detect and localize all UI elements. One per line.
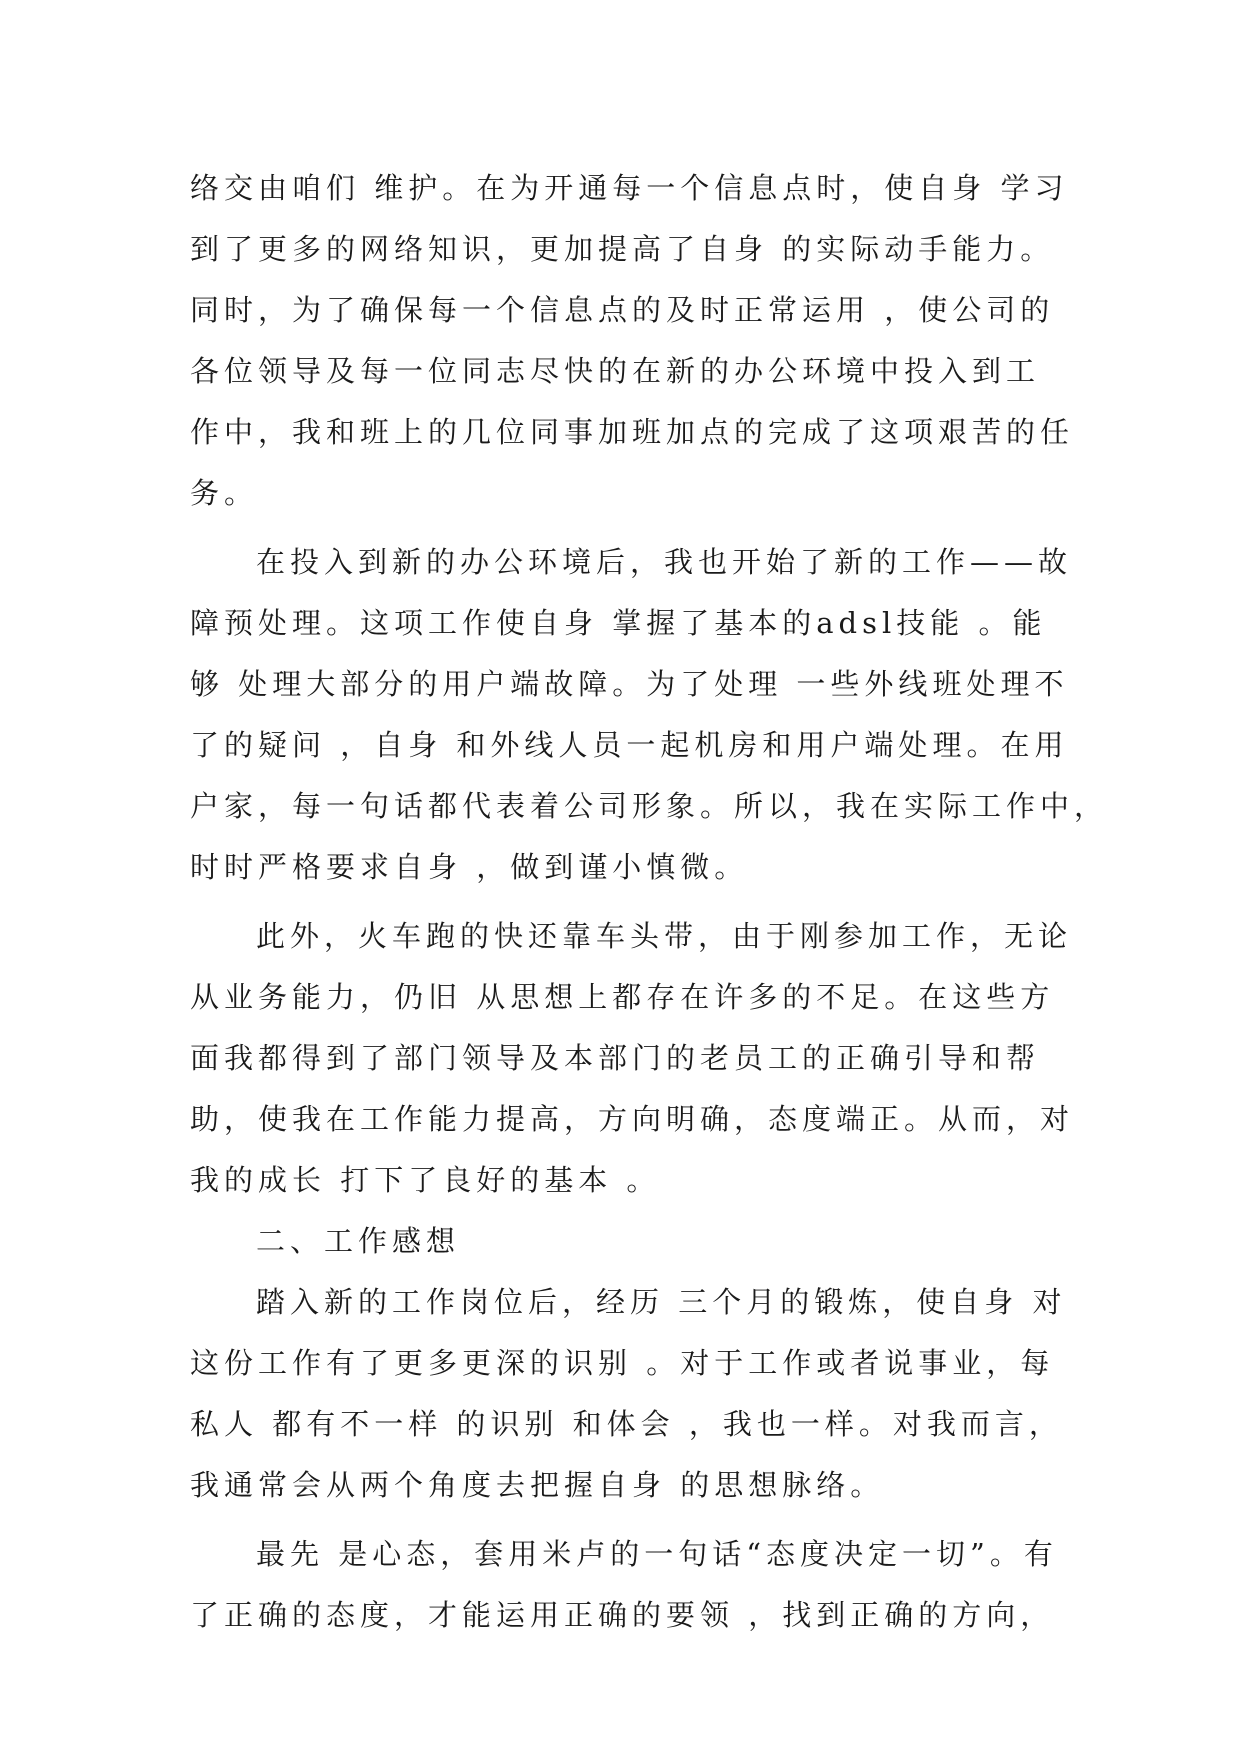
text-line: 私人 都有不一样 的识别 和体会 ，我也一样。对我而言，	[190, 1407, 1063, 1441]
text-line: 了正确的态度，才能运用正确的要领 ，找到正确的方向，	[190, 1598, 1055, 1632]
text-line: 同时，为了确保每一个信息点的及时正常运用 ，使公司的	[190, 293, 1055, 327]
text-line: 这份工作有了更多更深的识别 。对于工作或者说事业，每	[190, 1346, 1055, 1380]
text-line: 障预处理。这项工作使自身 掌握了基本的adsl技能 。能	[190, 606, 1047, 640]
text-line: 到了更多的网络知识，更加提高了自身 的实际动手能力。	[190, 232, 1055, 266]
text-line: 面我都得到了部门领导及本部门的老员工的正确引导和帮	[190, 1041, 1041, 1075]
paragraph-start-line: 此外，火车跑的快还靠车头带，由于刚参加工作，无论	[256, 919, 1073, 953]
text-line: 从业务能力，仍旧 从思想上都存在许多的不足。在这些方	[190, 980, 1055, 1014]
text-line: 助，使我在工作能力提高，方向明确，态度端正。从而，对	[190, 1102, 1075, 1136]
text-line: 户家，每一句话都代表着公司形象。所以，我在实际工作中，	[190, 789, 1109, 823]
section-heading: 二、工作感想	[256, 1224, 461, 1258]
document-body	[190, 158, 1109, 1646]
text-line: 络交由咱们 维护。在为开通每一个信息点时，使自身 学习	[190, 171, 1069, 205]
text-line: 我的成长 打下了良好的基本 。	[190, 1163, 661, 1197]
text-line: 作中，我和班上的几位同事加班加点的完成了这项艰苦的任	[190, 415, 1075, 449]
paragraph-start-line: 最先 是心态，套用米卢的一句话“态度决定一切”。有	[256, 1537, 1058, 1571]
text-line: 时时严格要求自身 ，做到谨小慎微。	[190, 850, 749, 884]
text-line: 了的疑问 ，自身 和外线人员一起机房和用户端处理。在用	[190, 728, 1069, 762]
text-line: 我通常会从两个角度去把握自身 的思想脉络。	[190, 1468, 885, 1502]
paragraph-start-line: 踏入新的工作岗位后，经历 三个月的锻炼，使自身 对	[256, 1285, 1067, 1319]
text-line: 务。	[190, 476, 259, 510]
paragraph-start-line: 在投入到新的办公环境后，我也开始了新的工作——故	[256, 545, 1073, 579]
text-line: 够 处理大部分的用户端故障。为了处理 一些外线班处理不	[190, 667, 1069, 701]
text-line: 各位领导及每一位同志尽快的在新的办公环境中投入到工	[190, 354, 1041, 388]
